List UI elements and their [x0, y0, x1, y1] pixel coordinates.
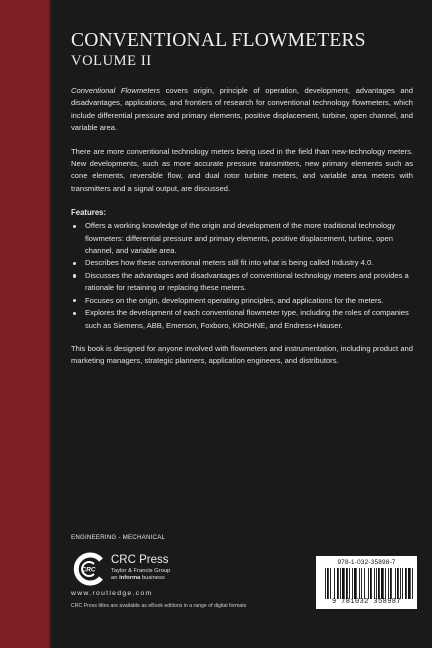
barcode-digits: 9 781032 358987: [331, 598, 401, 606]
description-paragraph-3: This book is designed for anyone involved with flowmeters and instrumentation, including product and marketing managers, strategic planners, application engineers, and distributors.: [71, 343, 413, 366]
logo-text: CRC: [81, 566, 96, 574]
feature-item: Describes how these conventional meters still fit into what is being called Industry 4.0.: [71, 257, 413, 269]
barcode-bar: [361, 568, 362, 599]
barcode-bar: [359, 568, 360, 599]
isbn-number: 978-1-032-35898-7: [337, 559, 396, 566]
barcode-bar: [352, 568, 353, 599]
barcode-bar: [334, 568, 335, 599]
publisher-business-prefix: an: [111, 575, 120, 581]
barcode-icon: [325, 568, 414, 599]
barcode-bar: [374, 568, 375, 599]
crc-press-logo-icon: [71, 551, 107, 587]
description-paragraph-1-text: covers origin, principle of operation, development, advantages and disadvantages, applications, and frontiers of research for conventional technology flowmeters, which include differential pressure and primary elements, positive displacement, turbine, open channel, and variable area.: [71, 86, 414, 133]
barcode-bar: [408, 568, 411, 599]
barcode-bar: [388, 568, 389, 599]
feature-item: Discusses the advantages and disadvantages of conventional technology meters and provides a rationale for retaining or replacing these meters.: [71, 270, 413, 295]
barcode-bar: [368, 568, 369, 599]
book-title: CONVENTIONAL FLOWMETERS: [71, 30, 366, 51]
feature-item: Offers a working knowledge of the origin and development of the more traditional technology flowmeters: differential pressure and primary elements, positive displacement, turbine, open channel, and variable area.: [71, 220, 413, 257]
barcode-bar: [325, 568, 326, 599]
barcode-bar: [402, 568, 403, 599]
barcode-bar: [354, 568, 357, 599]
feature-item: Focuses on the origin, development operating principles, and applications for the meters.: [71, 295, 413, 307]
publisher-business: [111, 575, 165, 582]
cover-content: [71, 30, 413, 368]
barcode-bar: [378, 568, 380, 599]
barcode-bar: [376, 568, 377, 599]
barcode-bar: [364, 568, 365, 599]
barcode-bar: [397, 568, 399, 599]
barcode-bar: [400, 568, 401, 599]
publisher-business-suffix: business: [140, 575, 165, 581]
barcode-bar: [381, 568, 384, 599]
subject-category: ENGINEERING - MECHANICAL: [71, 534, 166, 541]
barcode-bar: [395, 568, 396, 599]
features-list: [71, 220, 413, 332]
publisher-business-brand: informa: [119, 575, 141, 581]
barcode-bar: [337, 568, 339, 599]
feature-item: Explores the development of each conventional flowmeter type, including the roles of companies such as Siemens, ABB, Emerson, Foxboro, KROHNE, and Endress+Hauser.: [71, 307, 413, 332]
features-heading: Features:: [71, 208, 107, 218]
publisher-group: Taylor & Francis Group: [111, 568, 171, 574]
barcode-bar: [330, 568, 331, 599]
barcode-bar: [349, 568, 350, 599]
publisher-website[interactable]: www.routledge.com: [71, 590, 153, 597]
barcode-bar: [327, 568, 329, 599]
barcode-bar: [370, 568, 372, 599]
description-paragraph-1: [71, 85, 413, 135]
spine-band: [0, 0, 49, 648]
barcode-bar: [405, 568, 407, 599]
publisher-name: CRC Press: [111, 554, 169, 566]
isbn-barcode-box: [316, 556, 417, 609]
barcode-bar: [342, 568, 345, 599]
ebook-note: CRC Press titles are available as eBook editions in a range of digital formats: [71, 603, 247, 609]
description-book-title: Conventional Flowmeters: [71, 86, 161, 95]
spine-edge: [49, 0, 51, 648]
barcode-bar: [385, 568, 386, 599]
barcode-bar: [346, 568, 348, 599]
barcode-bar: [390, 568, 392, 599]
barcode-bar: [412, 568, 413, 599]
description-paragraph-2: There are more conventional technology meters being used in the field than new-technology meters. New developments, such as more accurate pressure transmitters, new primary elements such as cone elements, reversible flow, and dual rotor turbine meters, and variable area meters with transmitters and a signal output, are discussed.: [71, 146, 413, 193]
barcode-bar: [340, 568, 341, 599]
book-volume: VOLUME II: [71, 53, 152, 69]
